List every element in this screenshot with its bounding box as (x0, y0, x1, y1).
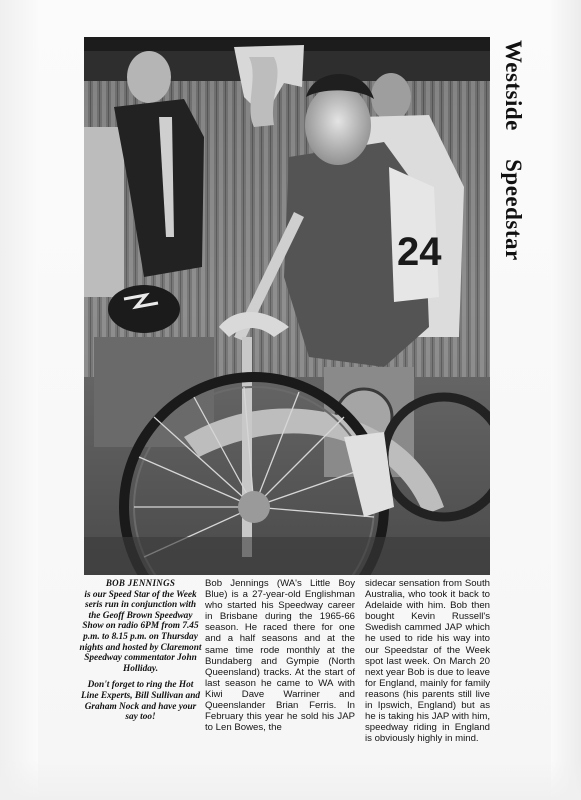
page-title-text: Westside Speedstar (501, 40, 526, 261)
page-bottom-edge (0, 760, 581, 800)
caption-paragraph-2: Don't forget to ring the Hot Line Experts, Bill Sullivan and Graham Nock and have your say too! (80, 680, 201, 723)
page-left-edge (0, 0, 38, 800)
caption-intro (78, 578, 203, 674)
rider-photo (84, 37, 490, 575)
page-title (496, 40, 530, 325)
caption-rider-name: BOB JENNINGS (105, 578, 176, 588)
article-column-2: sidecar sensation from South Australia, who took it back to Adelaide with him. Bob then bought Kevin Russell's Swedish cammed JAP which he used to ride his way into our Speedstar of the Week spot last week. On March 20 next year Bob is due to leave for England, mainly for family reasons (his parents still live in Ipswich, England) but as he is taking his JAP with him, speedway riding in England is obviously highly in mind. (365, 578, 490, 745)
article-column-1: Bob Jennings (WA's Little Boy Blue) is a 27-year-old Englishman who started his Speedway career in Brisbane during the 1965-66 season. He raced there for one and a half seasons and at the same time rode monthly at the Bundaberg and Gympie (North Queensland) tracks. At the start of last season he came to WA with Kiwi Dave Warriner and Queenslander Brian Ferris. In February this year he sold his JAP to Len Bowes, the (205, 578, 355, 734)
page-right-edge (551, 0, 581, 800)
rider-bib-number: 24 (397, 230, 442, 274)
photo-caption (78, 578, 203, 729)
caption-paragraph-1: is our Speed Star of the Week seris run in conjunction with the Geoff Brown Speedway Show on radio 6PM from 7.45 p.m. to 8.15 p.m. on Thursday nights and hosted by Claremont Speedway commentator John Holliday. (79, 589, 202, 674)
